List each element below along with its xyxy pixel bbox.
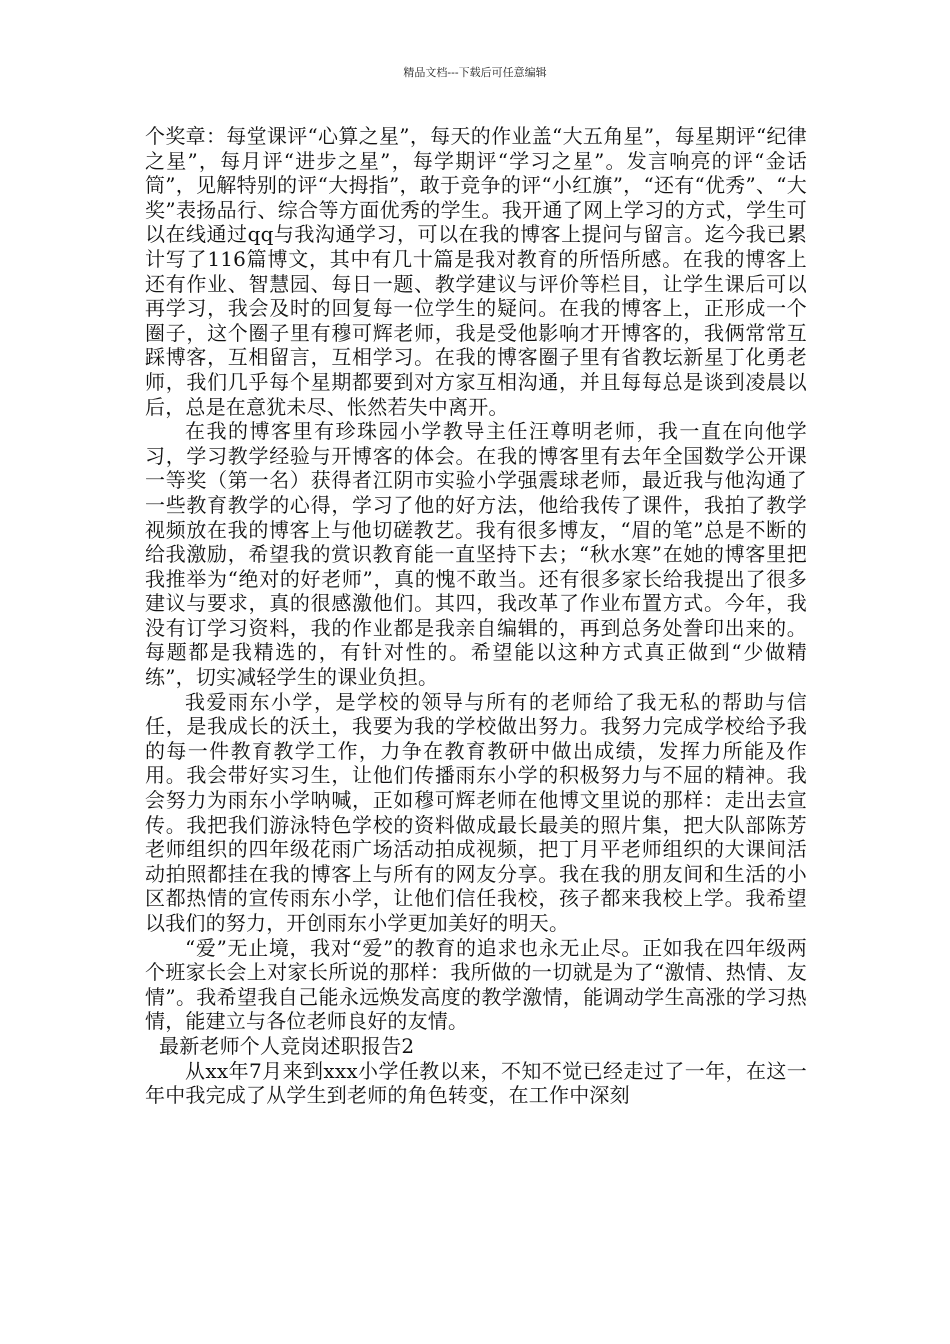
section-heading: 最新老师个人竞岗述职报告2 (159, 1033, 415, 1058)
paragraph-4: “爱”无止境，我对“爱”的教育的追求也永无止尽。正如我在四年级两个班家长会上对家长所说的那样：我所做的一切就是为了“激情、热情、友情”。我希望我自己能永远焕发高度的教学激情，能调动学生高涨的学习热情，能建立与各位老师良好的友情。 (145, 935, 807, 1034)
document-body (145, 124, 807, 1108)
paragraph-1: 个奖章：每堂课评“心算之星”，每天的作业盖“大五角星”，每星期评“纪律之星”，每月评“进步之星”，每学期评“学习之星”。发言响亮的评“金话筒”，见解特别的评“大拇指”，敢于竞争的评“小红旗”，“还有“优秀”、“大奖”表扬品行、综合等方面优秀的学生。我开通了网上学习的方式，学生可以在线通过qq与我沟通学习，可以在我的博客上提问与留言。迄今我已累计写了116篇博文，其中有几十篇是我对教育的所悟所感。在我的博客上还有作业、智慧园、每日一题、教学建议与评价等栏目，让学生课后可以再学习，我会及时的回复每一位学生的疑问。在我的博客上，正形成一个圈子，这个圈子里有穆可辉老师，我是受他影响才开博客的，我俩常常互踩博客，互相留言，互相学习。在我的博客圈子里有省教坛新星丁化勇老师，我们几乎每个星期都要到对方家互相沟通，并且每每总是谈到凌晨以后，总是在意犹未尽、怅然若失中离开。 (145, 124, 807, 419)
page-header: 精品文档---下载后可任意编辑 (403, 66, 547, 79)
paragraph-2: 在我的博客里有珍珠园小学教导主任汪尊明老师，我一直在向他学习，学习教学经验与开博客的体会。在我的博客里有去年全国数学公开课一等奖（第一名）获得者江阴市实验小学强震球老师，最近我与他沟通了一些教育教学的心得，学习了他的好方法，他给我传了课件，我拍了教学视频放在我的博客上与他切磋教艺。我有很多博友，“眉的笔”总是不断的给我激励，希望我的赏识教育能一直坚持下去；“秋水寒”在她的博客里把我推举为“绝对的好老师”，真的愧不敢当。还有很多家长给我提出了很多建议与要求，真的很感激他们。其四，我改革了作业布置方式。今年，我没有订学习资料，我的作业都是我亲自编辑的，再到总务处誊印出来的。每题都是我精选的，有针对性的。希望能以这种方式真正做到“少做精练”，切实减轻学生的课业负担。 (145, 419, 807, 690)
paragraph-5: 从xx年7月来到xxx小学任教以来，不知不觉已经走过了一年，在这一年中我完成了从学生到老师的角色转变，在工作中深刻 (145, 1058, 807, 1108)
paragraph-3: 我爱雨东小学，是学校的领导与所有的老师给了我无私的帮助与信任，是我成长的沃土，我要为我的学校做出努力。我努力完成学校给予我的每一件教育教学工作，力争在教育教研中做出成绩，发挥力所能及作用。我会带好实习生，让他们传播雨东小学的积极努力与不屈的精神。我会努力为雨东小学呐喊，正如穆可辉老师在他博文里说的那样：走出去宣传。我把我们游泳特色学校的资料做成最长最美的照片集，把大队部陈芳老师组织的四年级花雨广场活动拍成视频，把丁月平老师组织的大课间活动拍照都挂在我的博客上与所有的网友分享。我在我的朋友间和生活的小区都热情的宣传雨东小学，让他们信任我校，孩子都来我校上学。我希望以我们的努力，开创雨东小学更加美好的明天。 (145, 689, 807, 935)
